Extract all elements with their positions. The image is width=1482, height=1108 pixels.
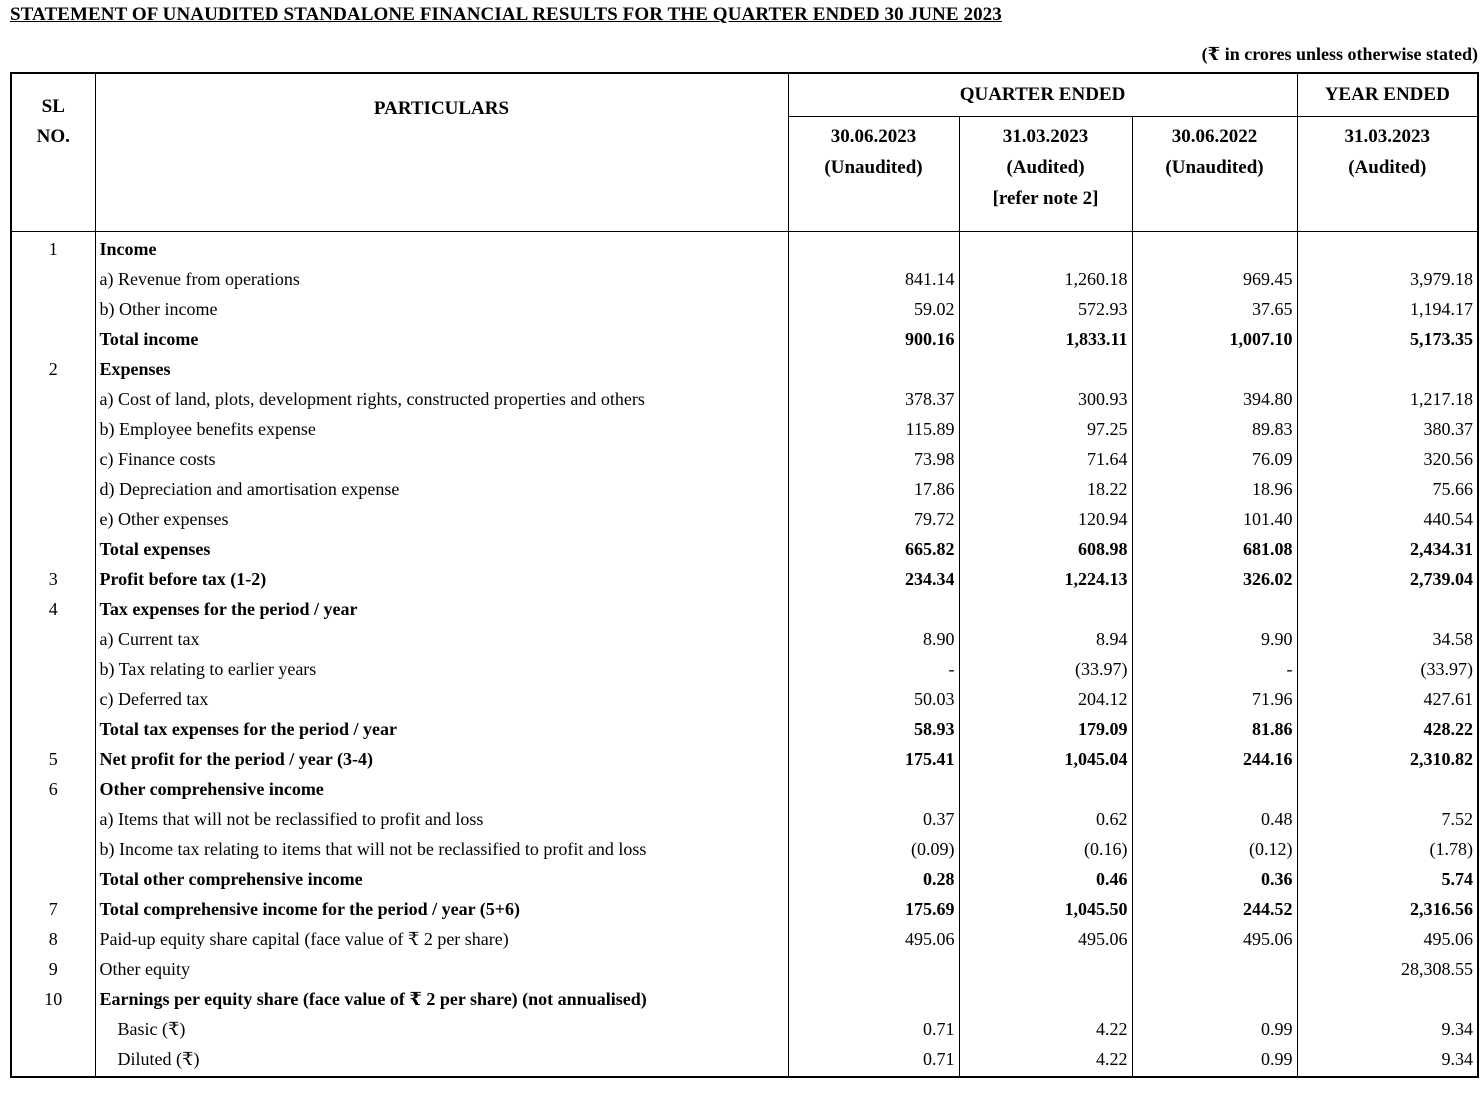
row-value-q2: 8.94 [959, 624, 1132, 654]
row-sl-no: 8 [11, 924, 95, 954]
row-value-year: 34.58 [1297, 624, 1478, 654]
row-value-q3 [1132, 984, 1297, 1014]
col-q2-header [959, 117, 1132, 232]
row-sl-no [11, 534, 95, 564]
row-value-q2: 97.25 [959, 414, 1132, 444]
row-value-q1 [788, 594, 959, 624]
row-value-q1: 59.02 [788, 294, 959, 324]
row-value-q3: 81.86 [1132, 714, 1297, 744]
row-value-q3: 394.80 [1132, 384, 1297, 414]
row-particulars: Basic (₹) [95, 1014, 788, 1044]
row-value-q3: 76.09 [1132, 444, 1297, 474]
row-value-q3 [1132, 354, 1297, 384]
row-value-year: 440.54 [1297, 504, 1478, 534]
row-sl-no [11, 654, 95, 684]
row-value-q1: - [788, 654, 959, 684]
row-sl-no [11, 504, 95, 534]
row-value-q3: 326.02 [1132, 564, 1297, 594]
row-value-q1: 841.14 [788, 264, 959, 294]
col-y1-date: 31.03.2023 [1344, 126, 1431, 147]
particulars-header: PARTICULARS [95, 73, 788, 232]
row-value-q2: 572.93 [959, 294, 1132, 324]
row-value-year: 495.06 [1297, 924, 1478, 954]
row-particulars: Total comprehensive income for the period / year (5+6) [95, 894, 788, 924]
row-value-q1: 495.06 [788, 924, 959, 954]
table-row [11, 294, 1478, 324]
table-row [11, 324, 1478, 354]
table-row [11, 1044, 1478, 1077]
row-sl-no [11, 714, 95, 744]
row-value-q1 [788, 232, 959, 265]
row-value-q1 [788, 984, 959, 1014]
table-row [11, 864, 1478, 894]
sl-no-header [11, 73, 95, 232]
table-row [11, 564, 1478, 594]
row-value-year: 7.52 [1297, 804, 1478, 834]
row-sl-no [11, 804, 95, 834]
row-particulars: Diluted (₹) [95, 1044, 788, 1077]
row-value-year: 2,434.31 [1297, 534, 1478, 564]
col-q1-status: (Unaudited) [824, 157, 923, 178]
row-value-q3: 89.83 [1132, 414, 1297, 444]
row-value-q1: 58.93 [788, 714, 959, 744]
row-value-q2 [959, 594, 1132, 624]
table-body [11, 232, 1478, 1078]
row-value-q1: (0.09) [788, 834, 959, 864]
col-q3-date: 30.06.2022 [1171, 126, 1258, 147]
row-particulars: a) Current tax [95, 624, 788, 654]
row-sl-no: 10 [11, 984, 95, 1014]
row-value-q3: 244.16 [1132, 744, 1297, 774]
table-row [11, 1014, 1478, 1044]
table-row [11, 384, 1478, 414]
row-particulars: c) Deferred tax [95, 684, 788, 714]
row-value-year [1297, 232, 1478, 265]
table-row [11, 414, 1478, 444]
table-row [11, 894, 1478, 924]
currency-note: (₹ in crores unless otherwise stated) [1201, 44, 1478, 64]
row-particulars: b) Tax relating to earlier years [95, 654, 788, 684]
row-value-year: 3,979.18 [1297, 264, 1478, 294]
row-value-year: 1,194.17 [1297, 294, 1478, 324]
row-particulars: Other comprehensive income [95, 774, 788, 804]
col-y1-header [1297, 117, 1478, 232]
row-value-year: (33.97) [1297, 654, 1478, 684]
row-value-q1 [788, 354, 959, 384]
row-value-q2: 4.22 [959, 1044, 1132, 1077]
row-value-q2: 204.12 [959, 684, 1132, 714]
row-sl-no [11, 294, 95, 324]
row-value-q3: - [1132, 654, 1297, 684]
row-value-q2: 1,833.11 [959, 324, 1132, 354]
row-particulars: a) Revenue from operations [95, 264, 788, 294]
row-value-q2: 0.46 [959, 864, 1132, 894]
row-value-q3: 681.08 [1132, 534, 1297, 564]
row-particulars: d) Depreciation and amortisation expense [95, 474, 788, 504]
table-row [11, 744, 1478, 774]
row-value-year: 320.56 [1297, 444, 1478, 474]
row-value-q1: 234.34 [788, 564, 959, 594]
row-value-q2: 0.62 [959, 804, 1132, 834]
row-sl-no [11, 384, 95, 414]
table-row [11, 654, 1478, 684]
table-row [11, 984, 1478, 1014]
financial-results-table [10, 72, 1479, 1078]
row-value-q2: 300.93 [959, 384, 1132, 414]
row-sl-no: 4 [11, 594, 95, 624]
row-value-year: 5.74 [1297, 864, 1478, 894]
row-particulars: Total income [95, 324, 788, 354]
row-value-q1: 0.37 [788, 804, 959, 834]
row-sl-no: 6 [11, 774, 95, 804]
table-row [11, 264, 1478, 294]
row-value-year: 9.34 [1297, 1014, 1478, 1044]
row-value-q3: 495.06 [1132, 924, 1297, 954]
row-value-year: 9.34 [1297, 1044, 1478, 1077]
row-value-q3: 18.96 [1132, 474, 1297, 504]
row-value-q2 [959, 232, 1132, 265]
row-sl-no [11, 444, 95, 474]
row-value-q1: 175.41 [788, 744, 959, 774]
row-value-year: 28,308.55 [1297, 954, 1478, 984]
table-row [11, 954, 1478, 984]
row-value-q2 [959, 954, 1132, 984]
row-particulars: Tax expenses for the period / year [95, 594, 788, 624]
row-value-year: 75.66 [1297, 474, 1478, 504]
row-value-q2: 608.98 [959, 534, 1132, 564]
row-value-q2: 120.94 [959, 504, 1132, 534]
table-row [11, 354, 1478, 384]
row-value-q3: 71.96 [1132, 684, 1297, 714]
quarter-ended-header: QUARTER ENDED [788, 73, 1297, 117]
row-sl-no [11, 834, 95, 864]
row-particulars: Profit before tax (1-2) [95, 564, 788, 594]
table-row [11, 714, 1478, 744]
col-q2-note: [refer note 2] [992, 188, 1099, 209]
table-row [11, 774, 1478, 804]
row-value-q2: (0.16) [959, 834, 1132, 864]
sl-header-line1: SL [41, 96, 65, 117]
row-value-year: (1.78) [1297, 834, 1478, 864]
row-value-year [1297, 984, 1478, 1014]
row-value-q3: 0.36 [1132, 864, 1297, 894]
row-particulars: Net profit for the period / year (3-4) [95, 744, 788, 774]
row-particulars: Paid-up equity share capital (face value of ₹ 2 per share) [95, 924, 788, 954]
row-value-q3 [1132, 954, 1297, 984]
row-value-q3: 101.40 [1132, 504, 1297, 534]
row-value-q3 [1132, 232, 1297, 265]
row-value-q3: 1,007.10 [1132, 324, 1297, 354]
row-particulars: b) Employee benefits expense [95, 414, 788, 444]
row-value-q3: (0.12) [1132, 834, 1297, 864]
row-value-q1 [788, 774, 959, 804]
table-row [11, 474, 1478, 504]
row-particulars: b) Income tax relating to items that will not be reclassified to profit and loss [95, 834, 788, 864]
row-value-q1: 0.71 [788, 1044, 959, 1077]
row-value-q1: 8.90 [788, 624, 959, 654]
table-row [11, 444, 1478, 474]
row-value-q3: 9.90 [1132, 624, 1297, 654]
row-value-q2 [959, 774, 1132, 804]
row-sl-no: 1 [11, 232, 95, 265]
row-sl-no [11, 414, 95, 444]
row-value-year: 5,173.35 [1297, 324, 1478, 354]
table-row [11, 534, 1478, 564]
row-sl-no [11, 264, 95, 294]
row-value-q3: 244.52 [1132, 894, 1297, 924]
col-q1-date: 30.06.2023 [830, 126, 917, 147]
col-q2-status: (Audited) [1006, 157, 1085, 178]
row-sl-no [11, 684, 95, 714]
row-value-q2: 71.64 [959, 444, 1132, 474]
row-particulars: Total other comprehensive income [95, 864, 788, 894]
col-q3-status: (Unaudited) [1165, 157, 1264, 178]
row-sl-no: 3 [11, 564, 95, 594]
row-value-q3: 969.45 [1132, 264, 1297, 294]
row-value-year: 2,739.04 [1297, 564, 1478, 594]
table-row [11, 232, 1478, 265]
col-q2-date: 31.03.2023 [1002, 126, 1089, 147]
row-particulars: Total expenses [95, 534, 788, 564]
row-value-year: 1,217.18 [1297, 384, 1478, 414]
row-value-q1: 378.37 [788, 384, 959, 414]
table-row [11, 804, 1478, 834]
row-value-q2: (33.97) [959, 654, 1132, 684]
row-value-q1: 900.16 [788, 324, 959, 354]
row-value-q2: 1,045.50 [959, 894, 1132, 924]
row-value-q2: 1,224.13 [959, 564, 1132, 594]
row-value-q1 [788, 954, 959, 984]
row-value-year: 2,316.56 [1297, 894, 1478, 924]
row-value-q1: 115.89 [788, 414, 959, 444]
row-value-year: 380.37 [1297, 414, 1478, 444]
sl-header-line2: NO. [36, 126, 70, 147]
row-value-q2 [959, 984, 1132, 1014]
row-particulars: Total tax expenses for the period / year [95, 714, 788, 744]
table-row [11, 834, 1478, 864]
row-value-q2: 1,045.04 [959, 744, 1132, 774]
row-sl-no [11, 624, 95, 654]
row-sl-no [11, 474, 95, 504]
col-q3-header [1132, 117, 1297, 232]
row-particulars: Income [95, 232, 788, 265]
row-value-q1: 0.71 [788, 1014, 959, 1044]
row-value-year: 428.22 [1297, 714, 1478, 744]
col-y1-status: (Audited) [1348, 157, 1427, 178]
row-value-year [1297, 774, 1478, 804]
row-sl-no [11, 1014, 95, 1044]
row-particulars: a) Items that will not be reclassified to profit and loss [95, 804, 788, 834]
table-row [11, 504, 1478, 534]
row-particulars: b) Other income [95, 294, 788, 324]
table-row [11, 624, 1478, 654]
row-particulars: c) Finance costs [95, 444, 788, 474]
row-value-q3: 0.99 [1132, 1044, 1297, 1077]
row-value-year [1297, 354, 1478, 384]
row-sl-no: 2 [11, 354, 95, 384]
table-row [11, 594, 1478, 624]
row-value-q2 [959, 354, 1132, 384]
row-value-q2: 1,260.18 [959, 264, 1132, 294]
row-particulars: Earnings per equity share (face value of ₹ 2 per share) (not annualised) [95, 984, 788, 1014]
row-value-q1: 50.03 [788, 684, 959, 714]
table-row [11, 924, 1478, 954]
row-value-q1: 73.98 [788, 444, 959, 474]
row-sl-no [11, 864, 95, 894]
row-value-year [1297, 594, 1478, 624]
row-sl-no: 5 [11, 744, 95, 774]
row-sl-no [11, 1044, 95, 1077]
row-value-q3: 0.99 [1132, 1014, 1297, 1044]
row-value-q1: 79.72 [788, 504, 959, 534]
row-value-q3 [1132, 774, 1297, 804]
table-row [11, 684, 1478, 714]
row-value-q1: 665.82 [788, 534, 959, 564]
row-value-q2: 495.06 [959, 924, 1132, 954]
row-particulars: a) Cost of land, plots, development rights, constructed properties and others [95, 384, 788, 414]
row-sl-no: 7 [11, 894, 95, 924]
statement-title: STATEMENT OF UNAUDITED STANDALONE FINANCIAL RESULTS FOR THE QUARTER ENDED 30 JUNE 2023 [10, 4, 1002, 25]
row-value-q3 [1132, 594, 1297, 624]
row-particulars: Expenses [95, 354, 788, 384]
row-value-q3: 37.65 [1132, 294, 1297, 324]
row-particulars: e) Other expenses [95, 504, 788, 534]
row-value-year: 2,310.82 [1297, 744, 1478, 774]
year-ended-header: YEAR ENDED [1297, 73, 1478, 117]
row-particulars: Other equity [95, 954, 788, 984]
row-value-q1: 0.28 [788, 864, 959, 894]
row-value-q2: 18.22 [959, 474, 1132, 504]
row-value-q1: 175.69 [788, 894, 959, 924]
col-q1-header [788, 117, 959, 232]
row-sl-no [11, 324, 95, 354]
row-sl-no: 9 [11, 954, 95, 984]
row-value-year: 427.61 [1297, 684, 1478, 714]
row-value-q1: 17.86 [788, 474, 959, 504]
row-value-q2: 179.09 [959, 714, 1132, 744]
row-value-q3: 0.48 [1132, 804, 1297, 834]
row-value-q2: 4.22 [959, 1014, 1132, 1044]
